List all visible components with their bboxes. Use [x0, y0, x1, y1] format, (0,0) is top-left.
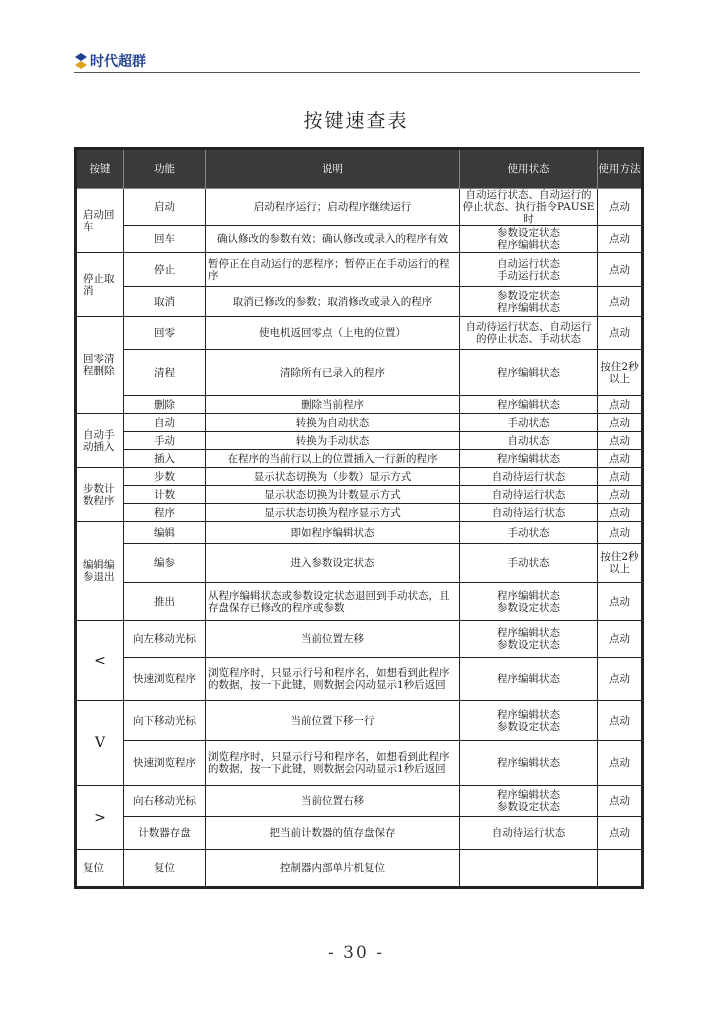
key-group-cell: 回零清程删除 — [76, 317, 124, 414]
table-row — [76, 432, 643, 450]
description-cell: 转换为手动状态 — [206, 432, 460, 450]
table-row — [76, 287, 643, 317]
function-cell: 启动 — [124, 189, 206, 226]
method-cell: 点动 — [598, 583, 643, 621]
function-cell: 程序 — [124, 504, 206, 522]
state-cell: 参数设定状态 程序编辑状态 — [460, 287, 598, 317]
table-row — [76, 621, 643, 658]
description-cell: 当前位置左移 — [206, 621, 460, 658]
method-cell: 点动 — [598, 486, 643, 504]
description-cell: 暂停正在自动运行的恶程序；暂停正在手动运行的程序 — [206, 253, 460, 287]
brand-logo-icon — [74, 53, 88, 69]
table-row — [76, 544, 643, 583]
state-cell: 程序编辑状态 — [460, 658, 598, 701]
table-row — [76, 350, 643, 396]
table-row — [76, 786, 643, 817]
brand-name: 时代超群 — [90, 54, 146, 70]
method-cell: 点动 — [598, 522, 643, 544]
state-cell: 自动待运行状态、自动运行的停止状态、手动状态 — [460, 317, 598, 350]
table-row — [76, 317, 643, 350]
table-row — [76, 701, 643, 741]
brand-logo — [74, 51, 146, 71]
function-cell: 复位 — [124, 850, 206, 888]
state-cell: 程序编辑状态 — [460, 396, 598, 414]
description-cell: 显示状态切换为计数显示方式 — [206, 486, 460, 504]
table-row — [76, 226, 643, 253]
col-header-function: 功能 — [124, 149, 206, 189]
state-cell: 程序编辑状态 — [460, 450, 598, 468]
description-cell: 当前位置右移 — [206, 786, 460, 817]
method-cell: 点动 — [598, 658, 643, 701]
key-group-cell: < — [76, 621, 124, 701]
state-cell: 手动状态 — [460, 522, 598, 544]
description-cell: 显示状态切换为程序显示方式 — [206, 504, 460, 522]
key-group-cell: 停止取消 — [76, 253, 124, 317]
key-reference-table — [74, 147, 644, 889]
function-cell: 停止 — [124, 253, 206, 287]
state-cell: 参数设定状态 程序编辑状态 — [460, 226, 598, 253]
key-group-cell: > — [76, 786, 124, 850]
description-cell: 浏览程序时，只显示行号和程序名，如想看到此程序的数据，按一下此键，则数据会闪动显示1秒后返回 — [206, 741, 460, 786]
key-group-cell: 复位 — [76, 850, 124, 888]
function-cell: 回零 — [124, 317, 206, 350]
table-row — [76, 450, 643, 468]
method-cell: 按住2秒以上 — [598, 350, 643, 396]
function-cell: 计数 — [124, 486, 206, 504]
state-cell: 程序编辑状态 参数设定状态 — [460, 583, 598, 621]
method-cell: 按住2秒以上 — [598, 544, 643, 583]
table-header-row — [76, 149, 643, 189]
function-cell: 向下移动光标 — [124, 701, 206, 741]
state-cell: 自动状态 — [460, 432, 598, 450]
page-title: 按键速查表 — [303, 110, 409, 132]
description-cell: 从程序编辑状态或参数设定状态退回到手动状态，且存盘保存已修改的程序或参数 — [206, 583, 460, 621]
method-cell: 点动 — [598, 287, 643, 317]
state-cell: 自动待运行状态 — [460, 817, 598, 850]
function-cell: 手动 — [124, 432, 206, 450]
table-row — [76, 396, 643, 414]
method-cell: 点动 — [598, 317, 643, 350]
key-group-cell: V — [76, 701, 124, 786]
col-header-state: 使用状态 — [460, 149, 598, 189]
method-cell: 点动 — [598, 741, 643, 786]
table-row — [76, 486, 643, 504]
state-cell: 自动待运行状态 — [460, 486, 598, 504]
state-cell: 自动待运行状态 — [460, 504, 598, 522]
method-cell: 点动 — [598, 468, 643, 486]
key-group-cell: 步数计数程序 — [76, 468, 124, 522]
function-cell: 计数器存盘 — [124, 817, 206, 850]
table-row — [76, 522, 643, 544]
function-cell: 向右移动光标 — [124, 786, 206, 817]
method-cell — [598, 850, 643, 888]
method-cell: 点动 — [598, 450, 643, 468]
description-cell: 使电机返回零点（上电的位置） — [206, 317, 460, 350]
description-cell: 启动程序运行；启动程序继续运行 — [206, 189, 460, 226]
function-cell: 步数 — [124, 468, 206, 486]
method-cell: 点动 — [598, 432, 643, 450]
method-cell: 点动 — [598, 504, 643, 522]
description-cell: 浏览程序时，只显示行号和程序名，如想看到此程序的数据，按一下此键，则数据会闪动显示1秒后返回 — [206, 658, 460, 701]
table-row — [76, 583, 643, 621]
description-cell: 取消已修改的参数；取消修改或录入的程序 — [206, 287, 460, 317]
col-header-description: 说明 — [206, 149, 460, 189]
function-cell: 取消 — [124, 287, 206, 317]
table-row — [76, 504, 643, 522]
function-cell: 回车 — [124, 226, 206, 253]
function-cell: 删除 — [124, 396, 206, 414]
function-cell: 向左移动光标 — [124, 621, 206, 658]
method-cell: 点动 — [598, 189, 643, 226]
function-cell: 自动 — [124, 414, 206, 432]
method-cell: 点动 — [598, 786, 643, 817]
state-cell: 程序编辑状态 参数设定状态 — [460, 701, 598, 741]
col-header-method: 使用方法 — [598, 149, 643, 189]
state-cell: 程序编辑状态 — [460, 741, 598, 786]
table-row — [76, 189, 643, 226]
description-cell: 确认修改的参数有效；确认修改或录入的程序有效 — [206, 226, 460, 253]
key-group-cell: 启动回车 — [76, 189, 124, 253]
method-cell: 点动 — [598, 817, 643, 850]
function-cell: 快速浏览程序 — [124, 741, 206, 786]
method-cell: 点动 — [598, 253, 643, 287]
method-cell: 点动 — [598, 701, 643, 741]
description-cell: 在程序的当前行以上的位置插入一行新的程序 — [206, 450, 460, 468]
state-cell: 自动运行状态、自动运行的停止状态、执行指令PAUSE时 — [460, 189, 598, 226]
function-cell: 清程 — [124, 350, 206, 396]
state-cell: 手动状态 — [460, 414, 598, 432]
description-cell: 把当前计数器的值存盘保存 — [206, 817, 460, 850]
state-cell: 程序编辑状态 参数设定状态 — [460, 786, 598, 817]
description-cell: 进入参数设定状态 — [206, 544, 460, 583]
method-cell: 点动 — [598, 396, 643, 414]
method-cell: 点动 — [598, 226, 643, 253]
table-body — [76, 189, 643, 888]
description-cell: 清除所有已录入的程序 — [206, 350, 460, 396]
state-cell: 手动状态 — [460, 544, 598, 583]
function-cell: 快速浏览程序 — [124, 658, 206, 701]
page-header — [74, 50, 640, 73]
state-cell: 程序编辑状态 — [460, 350, 598, 396]
state-cell: 自动运行状态 手动运行状态 — [460, 253, 598, 287]
function-cell: 编参 — [124, 544, 206, 583]
method-cell: 点动 — [598, 414, 643, 432]
description-cell: 当前位置下移一行 — [206, 701, 460, 741]
function-cell: 编辑 — [124, 522, 206, 544]
description-cell: 转换为自动状态 — [206, 414, 460, 432]
table-row — [76, 817, 643, 850]
key-group-cell: 编辑编参退出 — [76, 522, 124, 621]
function-cell: 插入 — [124, 450, 206, 468]
state-cell: 自动待运行状态 — [460, 468, 598, 486]
table-row — [76, 658, 643, 701]
state-cell — [460, 850, 598, 888]
table-row — [76, 850, 643, 888]
table-row — [76, 253, 643, 287]
table-row — [76, 741, 643, 786]
description-cell: 删除当前程序 — [206, 396, 460, 414]
description-cell: 控制器内部单片机复位 — [206, 850, 460, 888]
function-cell: 推出 — [124, 583, 206, 621]
page-number: - 30 - — [328, 943, 384, 963]
col-header-key: 按键 — [76, 149, 124, 189]
state-cell: 程序编辑状态 参数设定状态 — [460, 621, 598, 658]
key-group-cell: 自动手动插入 — [76, 414, 124, 468]
description-cell: 显示状态切换为（步数）显示方式 — [206, 468, 460, 486]
method-cell: 点动 — [598, 621, 643, 658]
table-row — [76, 468, 643, 486]
description-cell: 即如程序编辑状态 — [206, 522, 460, 544]
table-row — [76, 414, 643, 432]
